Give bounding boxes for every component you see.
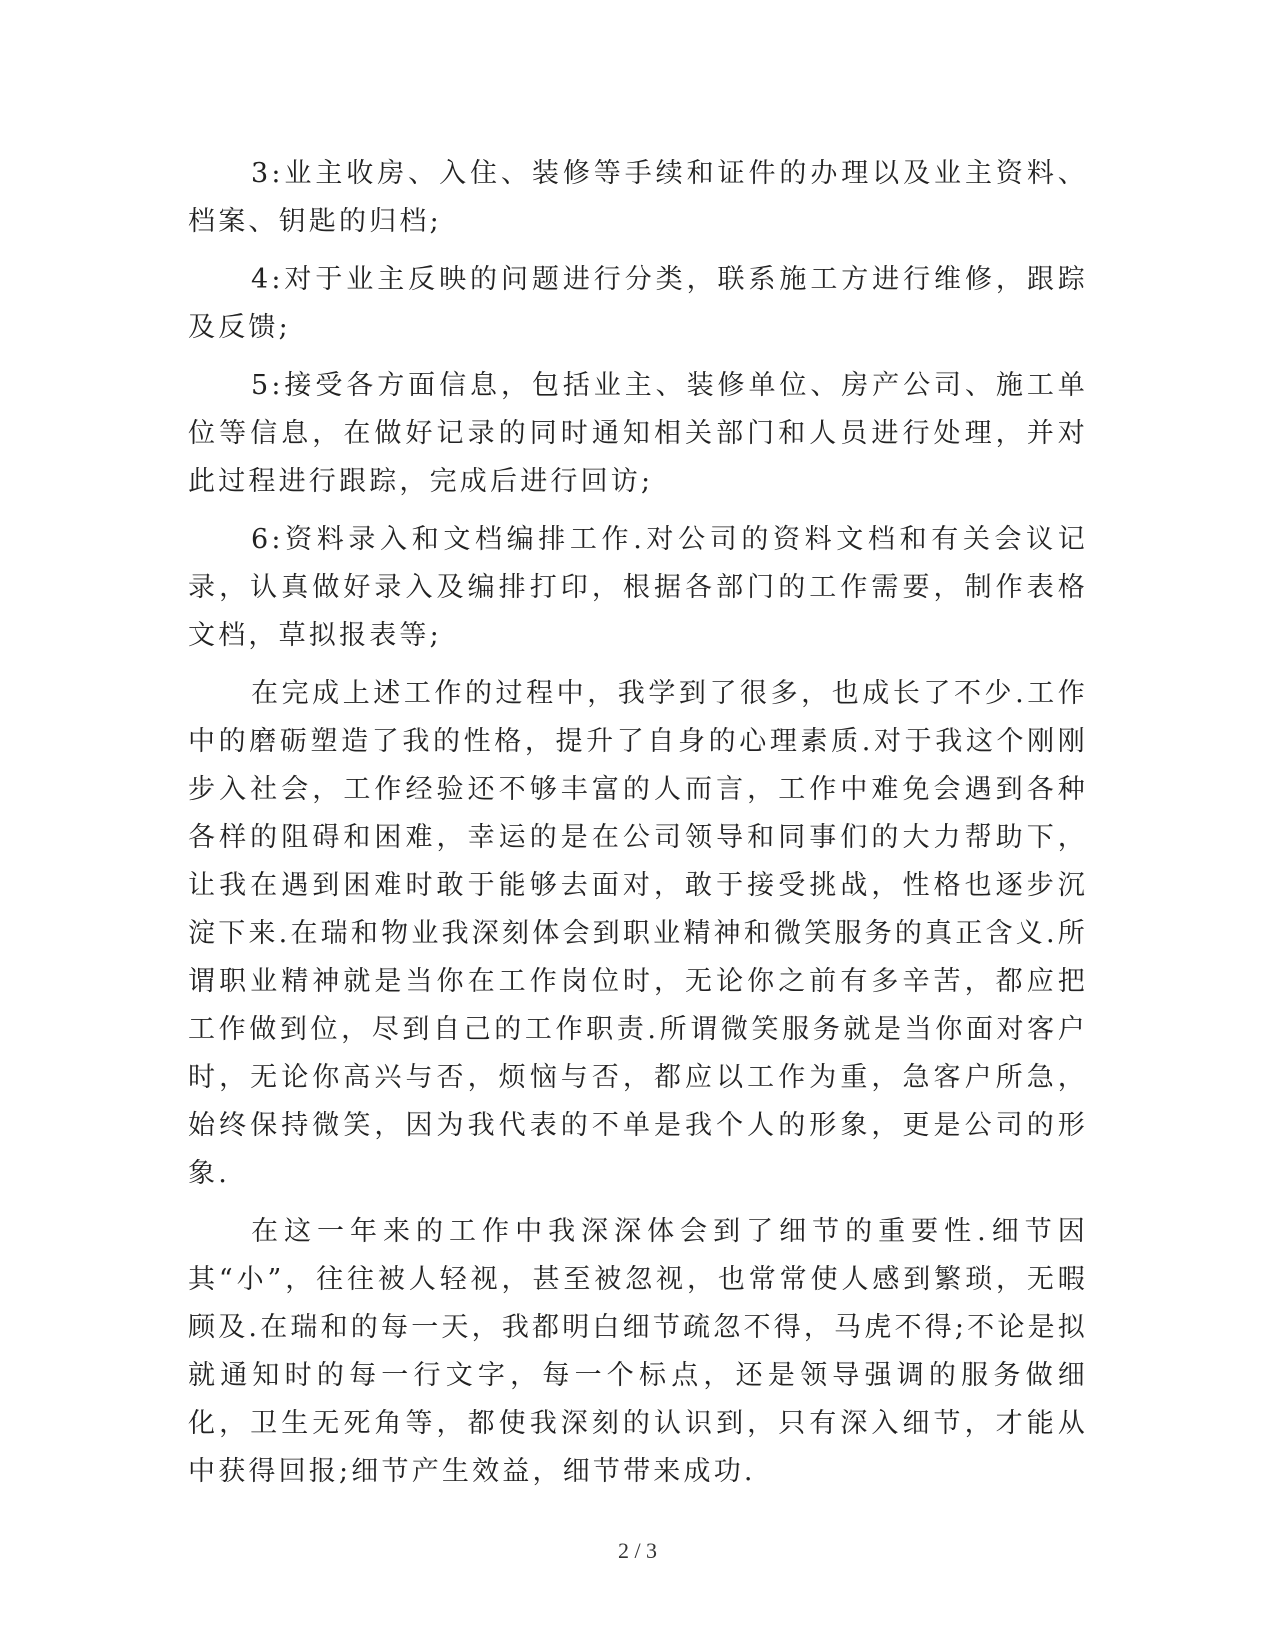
paragraph-item-4: 4:对于业主反映的问题进行分类，联系施工方进行维修，跟踪及反馈; xyxy=(188,264,1088,343)
paragraph-item-3: 3:业主收房、入住、装修等手续和证件的办理以及业主资料、档案、钥匙的归档; xyxy=(188,158,1088,237)
document-body xyxy=(188,150,1088,1506)
paragraph-item-6: 6:资料录入和文档编排工作.对公司的资料文档和有关会议记录，认真做好录入及编排打印，根据各部门的工作需要，制作表格文档，草拟报表等; xyxy=(188,524,1088,651)
paragraph-item-5: 5:接受各方面信息，包括业主、装修单位、房产公司、施工单位等信息，在做好记录的同时通知相关部门和人员进行处理，并对此过程进行跟踪，完成后进行回访; xyxy=(188,370,1088,497)
paragraph-growth: 在完成上述工作的过程中，我学到了很多，也成长了不少.工作中的磨砺塑造了我的性格，提升了自身的心理素质.对于我这个刚刚步入社会，工作经验还不够丰富的人而言，工作中难免会遇到各种各样的阻碍和困难，幸运的是在公司领导和同事们的大力帮助下，让我在遇到困难时敢于能够去面对，敢于接受挑战，性格也逐步沉淀下来.在瑞和物业我深刻体会到职业精神和微笑服务的真正含义.所谓职业精神就是当你在工作岗位时，无论你之前有多辛苦，都应把工作做到位，尽到自己的工作职责.所谓微笑服务就是当你面对客户时，无论你高兴与否，烦恼与否，都应以工作为重，急客户所急，始终保持微笑，因为我代表的不单是我个人的形象，更是公司的形象. xyxy=(188,678,1088,1189)
page-number: 2 / 3 xyxy=(617,1538,658,1563)
paragraph-details: 在这一年来的工作中我深深体会到了细节的重要性.细节因其“小”，往往被人轻视，甚至被忽视，也常常使人感到繁琐，无暇顾及.在瑞和的每一天，我都明白细节疏忽不得，马虎不得;不论是拟就通知时的每一行文字，每一个标点，还是领导强调的服务做细化，卫生无死角等，都使我深刻的认识到，只有深入细节，才能从中获得回报;细节产生效益，细节带来成功. xyxy=(188,1216,1088,1487)
